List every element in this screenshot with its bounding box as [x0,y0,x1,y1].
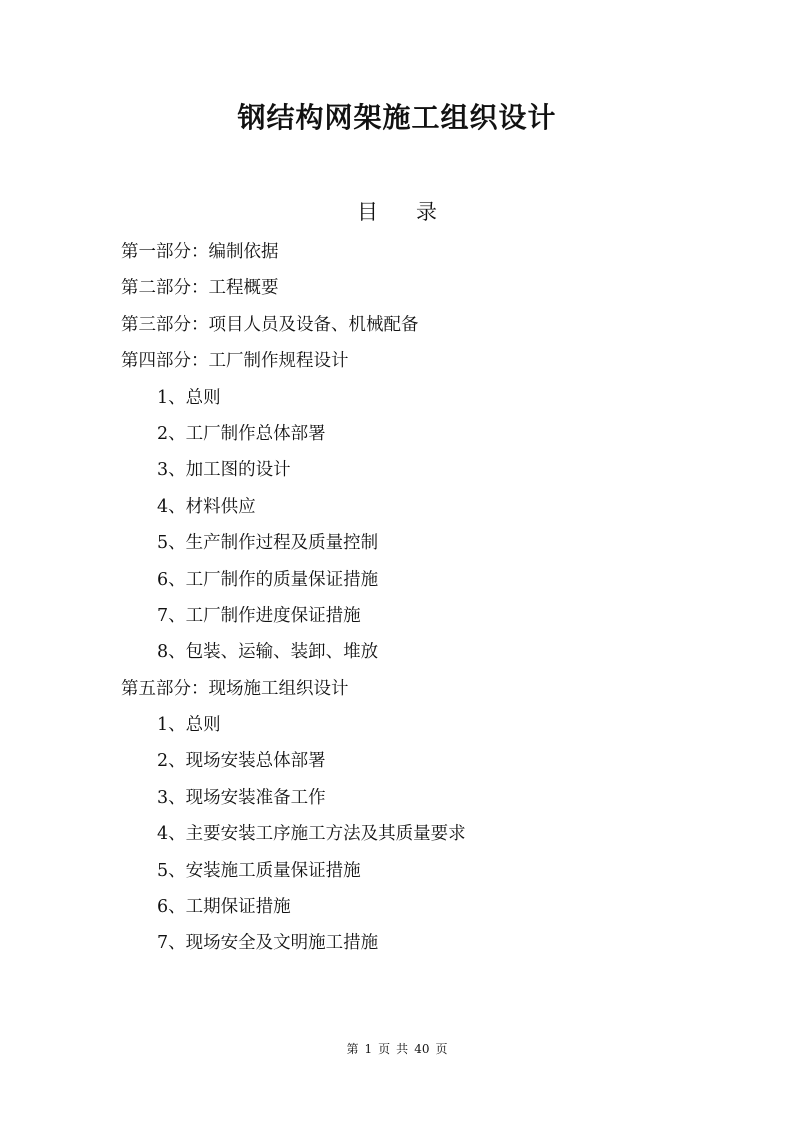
toc-item[interactable]: 第三部分：项目人员及设备、机械配备 [121,314,419,335]
toc-heading [0,196,794,228]
footer-suffix: 页 [435,1042,448,1056]
table-of-contents [121,236,741,964]
toc-item[interactable]: 第一部分：编制依据 [121,242,279,262]
toc-subitem[interactable]: 1、总则 [157,387,221,408]
toc-heading-left: 目 [357,200,378,224]
toc-heading-right: 录 [416,200,437,224]
toc-subitem[interactable]: 4、材料供应 [157,496,256,517]
document-title: 钢结构网架施工组织设计 [237,101,557,134]
toc-item[interactable]: 第四部分：工厂制作规程设计 [121,351,349,372]
toc-item[interactable]: 第五部分：现场施工组织设计 [121,678,349,699]
toc-subitem[interactable]: 2、工厂制作总体部署 [157,423,326,444]
footer-prefix: 第 [346,1042,359,1056]
toc-subitem[interactable]: 8、包装、运输、装卸、堆放 [157,642,379,663]
toc-subitem[interactable]: 1、总则 [157,715,221,736]
toc-subitem[interactable]: 3、现场安装准备工作 [157,787,326,808]
toc-subitem[interactable]: 4、主要安装工序施工方法及其质量要求 [157,824,466,845]
total-pages-number: 40 [414,1042,430,1056]
toc-subitem[interactable]: 7、现场安全及文明施工措施 [157,933,379,954]
toc-subitem[interactable]: 6、工期保证措施 [157,897,291,918]
toc-subitem[interactable]: 2、现场安装总体部署 [157,751,326,772]
toc-subitem[interactable]: 5、生产制作过程及质量控制 [157,533,379,554]
page-footer [0,1040,794,1058]
footer-total-word: 共 [396,1042,409,1056]
toc-subitem[interactable]: 3、加工图的设计 [157,460,291,481]
footer-page-word: 页 [378,1042,391,1056]
toc-subitem[interactable]: 5、安装施工质量保证措施 [157,860,361,881]
current-page-number: 1 [364,1042,373,1056]
toc-subitem[interactable]: 6、工厂制作的质量保证措施 [157,569,379,590]
toc-subitem[interactable]: 7、工厂制作进度保证措施 [157,605,361,626]
toc-item[interactable]: 第二部分：工程概要 [121,278,279,299]
